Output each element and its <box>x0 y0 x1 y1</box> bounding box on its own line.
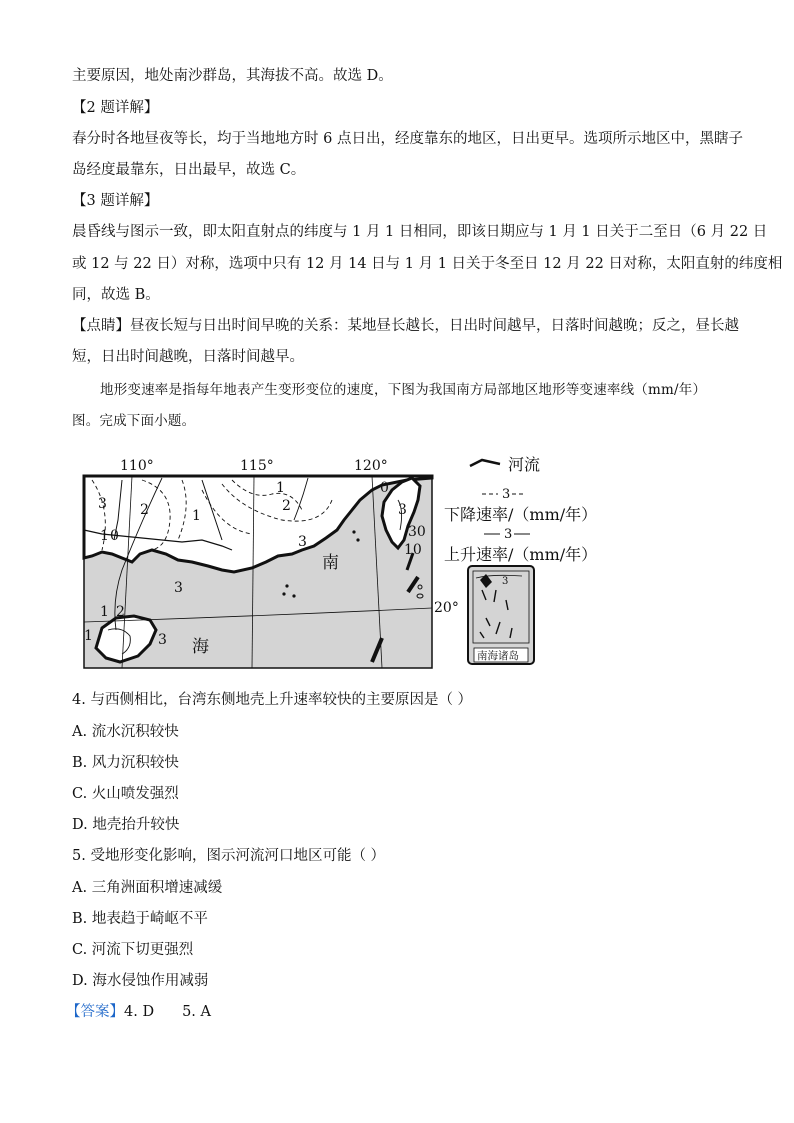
sea-label-south: 南 <box>322 553 339 573</box>
island-dot <box>282 592 285 595</box>
explanation-q3-line-3: 同，故选 B。 <box>72 287 160 303</box>
question-4-option-a: A. 流水沉积较快 <box>72 724 179 740</box>
question-5-option-d: D. 海水侵蚀作用减弱 <box>72 973 209 989</box>
contour-value: 1 <box>192 508 201 524</box>
contour-value: 1 <box>100 604 109 620</box>
river-legend-icon <box>470 460 500 466</box>
question-5-option-a: A. 三角洲面积增速减缓 <box>72 880 223 896</box>
answer-q5: 5. A <box>182 1004 211 1020</box>
question-4-option-c: C. 火山喷发强烈 <box>72 786 179 802</box>
map-intro-line-2: 图。完成下面小题。 <box>72 413 196 429</box>
lon-label-110: 110° <box>120 458 154 474</box>
island-dot <box>285 584 288 587</box>
question-5-option-c: C. 河流下切更强烈 <box>72 942 194 958</box>
answer-tag: 【答案】 <box>66 1004 124 1020</box>
tip-line-1 <box>72 316 739 336</box>
contour-value: 3 <box>298 534 307 550</box>
q3-detail-heading: 【3 题详解】 <box>72 193 159 209</box>
lon-label-115: 115° <box>240 458 274 474</box>
legend-up-number: 3 <box>504 527 513 542</box>
answer-q4: 4. D <box>124 1004 155 1020</box>
deformation-rate-map <box>82 450 642 672</box>
q2-detail-heading: 【2 题详解】 <box>72 100 159 116</box>
island-dot <box>356 538 359 541</box>
explanation-q2-line-1: 春分时各地昼夜等长，均于当地地方时 6 点日出，经度靠东的地区，日出更早。选项所示地区中，黑瞎子 <box>72 131 743 147</box>
contour-value: 0 <box>380 480 389 496</box>
island-dot <box>292 594 295 597</box>
tip-line-2: 短，日出时间越晚，日落时间越早。 <box>72 349 304 365</box>
question-4-stem: 4. 与西侧相比，台湾东侧地壳上升速率较快的主要原因是（ ） <box>72 692 473 708</box>
lat-label-20: 20° <box>434 600 459 616</box>
contour-value: 1 <box>276 480 285 496</box>
legend-down-number: 3 <box>502 487 511 502</box>
legend-down-label: 下降速率/（mm/年） <box>444 505 598 524</box>
contour-value: 1 <box>100 528 109 544</box>
tip-tag: 【点睛】 <box>72 318 130 334</box>
answer-line <box>66 1002 211 1022</box>
explanation-q3-line-1: 晨昏线与图示一致，即太阳直射点的纬度与 1 月 1 日相同，即该日期应与 1 月 1 日关于二至日（6 月 22 日 <box>72 224 768 240</box>
question-5-stem: 5. 受地形变化影响，图示河流河口地区可能（ ） <box>72 848 386 864</box>
contour-value: 30 <box>408 524 426 540</box>
contour-value: 3 <box>98 496 107 512</box>
explanation-line-1: 主要原因，地处南沙群岛，其海拔不高。故选 D。 <box>72 68 393 84</box>
contour-value: 2 <box>282 498 291 514</box>
question-4-option-b: B. 风力沉积较快 <box>72 755 179 771</box>
contour-value: 3 <box>158 632 167 648</box>
contour-value: 3 <box>174 580 183 596</box>
contour-value: 3 <box>398 502 407 518</box>
tip-text-1: 昼夜长短与日出时间早晚的关系：某地昼长越长，日出时间越早，日落时间越晚；反之，昼长越 <box>130 318 739 334</box>
contour-value: 2 <box>140 502 149 518</box>
contour-value: 2 <box>116 604 125 620</box>
question-5-option-b: B. 地表趋于崎岖不平 <box>72 911 208 927</box>
lon-label-120: 120° <box>354 458 388 474</box>
island-dot <box>352 530 355 533</box>
inset-contour-value: 3 <box>502 576 509 587</box>
legend-up-label: 上升速率/（mm/年） <box>444 545 598 564</box>
contour-value: 1 <box>84 628 93 644</box>
legend-river-label: 河流 <box>508 455 541 474</box>
explanation-q3-line-2: 或 12 与 22 日）对称，选项中只有 12 月 14 日与 1 月 1 日关于冬至日 12 月 22 日对称，太阳直射的纬度相 <box>72 256 783 272</box>
explanation-q2-line-2: 岛经度最靠东，日出最早，故选 C。 <box>72 162 306 178</box>
contour-value: 0 <box>110 528 119 544</box>
sea-label-sea: 海 <box>192 637 209 657</box>
map-intro-line-1: 地形变速率是指每年地表产生变形变位的速度，下图为我国南方局部地区地形等变速率线（mm/年） <box>100 382 707 398</box>
inset-label: 南海诸岛 <box>477 650 519 662</box>
contour-value: 10 <box>404 542 422 558</box>
question-4-option-d: D. 地壳抬升较快 <box>72 817 180 833</box>
